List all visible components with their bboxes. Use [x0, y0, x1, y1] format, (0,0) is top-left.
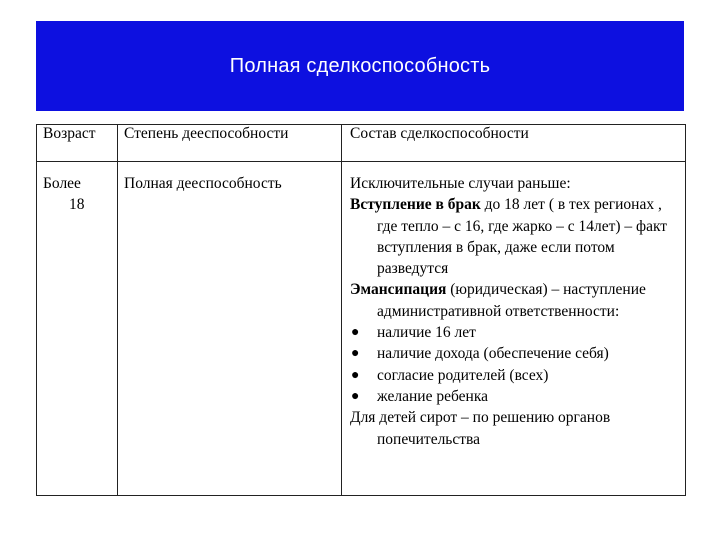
intro-text: Исключительные случаи раньше:	[350, 175, 571, 192]
cell-composition	[342, 162, 686, 496]
emancipation-paragraph	[350, 279, 679, 322]
list-item: ● согласие родителей (всех)	[350, 365, 679, 386]
list-item: ● наличие дохода (обеспечение себя)	[350, 343, 679, 364]
bullet-icon: ●	[351, 388, 360, 404]
marriage-paragraph	[350, 194, 679, 279]
bullet-icon: ●	[351, 367, 360, 383]
emancipation-description: (юридическая) – наступление административной ответственности:	[377, 281, 646, 320]
orphans-paragraph: Для детей сирот – по решению органов попечительства	[350, 409, 611, 448]
age-value: 18	[69, 196, 85, 213]
table-row	[37, 162, 686, 496]
cell-age	[37, 162, 118, 496]
marriage-term: Вступление в брак	[350, 196, 481, 214]
list-item: ● наличие 16 лет	[350, 322, 679, 343]
bullet-icon: ●	[351, 346, 360, 362]
header-age: Возраст	[37, 125, 118, 162]
age-label: Более	[43, 175, 81, 192]
cell-degree	[118, 162, 342, 496]
degree-text: Полная дееспособность	[124, 175, 282, 192]
table-header-row	[37, 125, 686, 162]
bullet-icon: ●	[351, 325, 360, 341]
marriage-description: до 18 лет ( в тех регионах , где тепло – с 16, где жарко – с 14лет) – факт вступления в брак, даже если потом разведутся	[377, 196, 668, 278]
emancipation-conditions-list	[350, 322, 679, 407]
slide-title: Полная сделкоспособность	[229, 54, 491, 77]
title-banner	[36, 21, 684, 111]
header-degree: Степень дееспособности	[118, 125, 342, 162]
emancipation-term: Эмансипация	[350, 281, 447, 299]
header-composition: Состав сделкоспособности	[342, 125, 686, 162]
capacity-table	[36, 124, 686, 496]
list-item: ● желание ребенка	[350, 386, 679, 407]
